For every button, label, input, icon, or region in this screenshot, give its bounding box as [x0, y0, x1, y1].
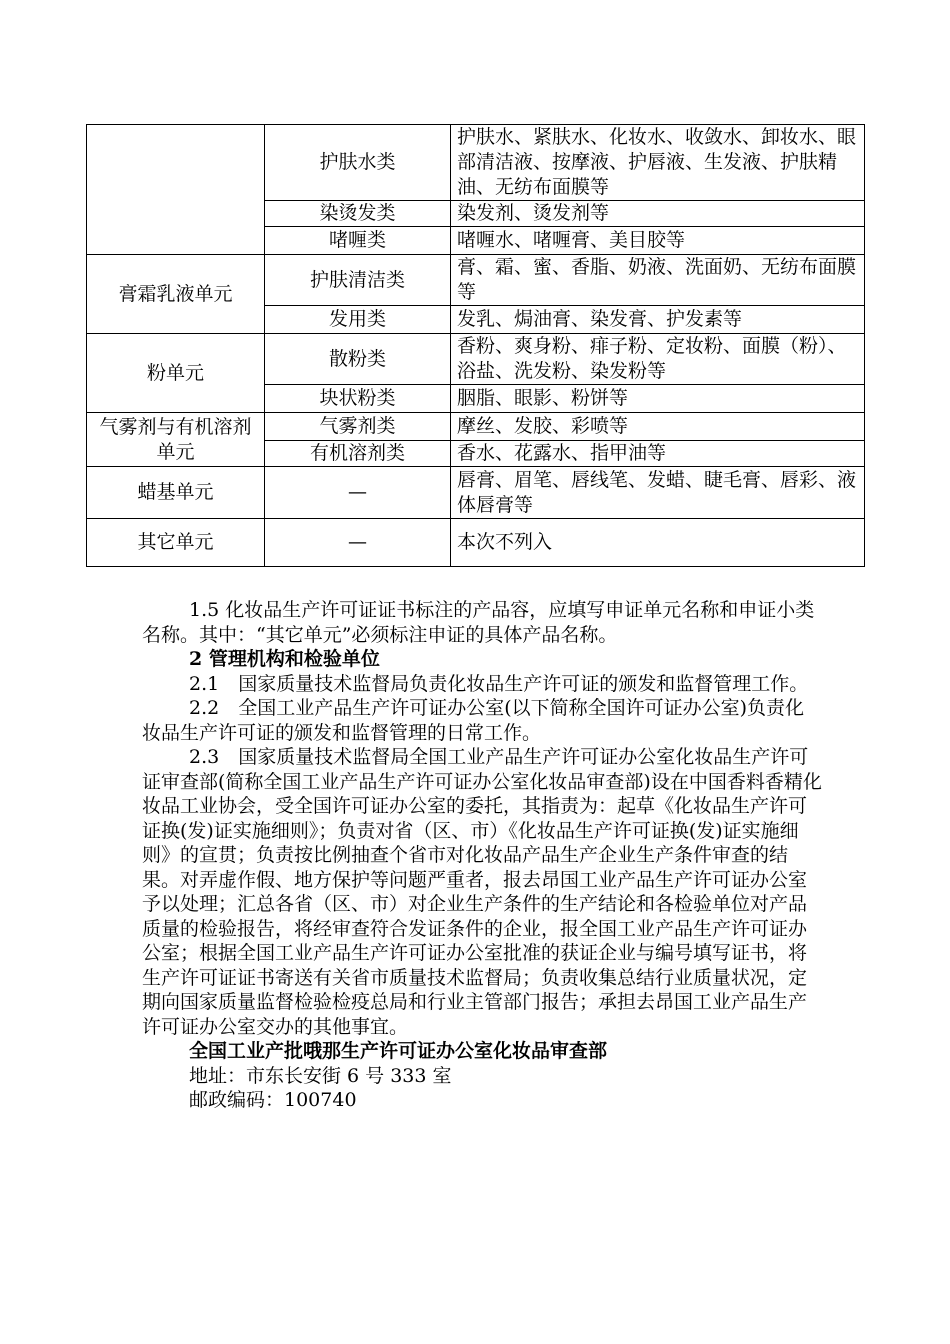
table-row: [87, 334, 865, 385]
products-cell: 发乳、焗油膏、染发膏、护发素等: [451, 306, 865, 334]
products-cell: 膏、霜、蜜、香脂、奶液、洗面奶、无纺布面膜等: [451, 255, 865, 306]
paragraph-2-3: 2.3 国家质量技术监督局全国工业产品生产许可证办公室化妆品生产许可证审查部(简称全国工业产品生产许可证办公室化妆品审查部)设在中国香料香精化妆品工业协会，受全国许可证办公室的委托，其指责为：起草《化妆品生产许可证换(发)证实施细则》；负责对省（区、市）《化妆品生产许可证换(发)证实施细则》的宣贯；负责按比例抽查个省市对化妆品产品生产企业生产条件审查的结果。对弄虚作假、地方保护等问题严重者，报去昂国工业产品生产许可证办公室予以处理；汇总各省（区、市）对企业生产条件的生产结论和各检验单位对产品质量的检验报告，将经审查符合发证条件的企业，报全国工业产品生产许可证办公室；根据全国工业产品生产许可证办公室批准的获证企业与编号填写证书，将生产许可证证书寄送有关省市质量技术监督局；负责收集总结行业质量状况，定期向国家质量监督检验检疫总局和行业主管部门报告；承担去昂国工业产品生产许可证办公室交办的其他事宜。: [142, 746, 822, 1038]
unit-cell: 膏霜乳液单元: [87, 255, 265, 334]
products-cell: 香水、花露水、指甲油等: [451, 441, 865, 467]
unit-cell: 蜡基单元: [87, 467, 265, 519]
address-line: 地址：市东长安街 6 号 333 室: [189, 1064, 452, 1087]
paragraph-1-5: 1.5 化妆品生产许可证证书标注的产品容，应填写申证单元名称和申证小类名称。其中：“其它单元”必须标注申证的具体产品名称。: [142, 599, 815, 646]
category-cell: 发用类: [265, 306, 451, 334]
category-cell: 护肤清洁类: [265, 255, 451, 306]
section-heading: 2 管理机构和检验单位: [189, 648, 380, 670]
products-cell: 啫喱水、啫喱膏、美目胶等: [451, 227, 865, 255]
table-row: [87, 125, 865, 201]
table-row: [87, 255, 865, 306]
category-cell: 有机溶剂类: [265, 441, 451, 467]
product-unit-table: [86, 124, 865, 567]
category-cell: 块状粉类: [265, 385, 451, 413]
category-cell: 散粉类: [265, 334, 451, 385]
category-cell: 染烫发类: [265, 201, 451, 227]
unit-cell: 气雾剂与有机溶剂单元: [87, 413, 265, 467]
category-cell: —: [265, 467, 451, 519]
products-cell: 本次不列入: [451, 519, 865, 567]
org-name: 全国工业产批哦那生产许可证办公室化妆品审查部: [189, 1040, 608, 1062]
products-cell: 胭脂、眼影、粉饼等: [451, 385, 865, 413]
table-row: [87, 467, 865, 519]
products-cell: 香粉、爽身粉、痱子粉、定妆粉、面膜（粉）、浴盐、洗发粉、染发粉等: [451, 334, 865, 385]
products-cell: 染发剂、烫发剂等: [451, 201, 865, 227]
products-cell: 唇膏、眉笔、唇线笔、发蜡、睫毛膏、唇彩、液体唇膏等: [451, 467, 865, 519]
unit-cell: [87, 125, 265, 255]
unit-cell: 其它单元: [87, 519, 265, 567]
category-cell: 气雾剂类: [265, 413, 451, 441]
products-cell: 护肤水、紧肤水、化妆水、收敛水、卸妆水、眼部清洁液、按摩液、护唇液、生发液、护肤精油、无纺布面膜等: [451, 125, 865, 201]
paragraph-2-2: 2.2 全国工业产品生产许可证办公室(以下简称全国许可证办公室)负责化妆品生产许可证的颁发和监督管理的日常工作。: [142, 697, 805, 744]
products-cell: 摩丝、发胶、彩喷等: [451, 413, 865, 441]
paragraph-2-1: 2.1 国家质量技术监督局负责化妆品生产许可证的颁发和监督管理工作。: [189, 672, 809, 695]
table-row: [87, 413, 865, 441]
category-cell: —: [265, 519, 451, 567]
unit-cell: 粉单元: [87, 334, 265, 413]
category-cell: 啫喱类: [265, 227, 451, 255]
category-cell: 护肤水类: [265, 125, 451, 201]
body-text: [142, 598, 822, 1113]
postcode-line: 邮政编码：100740: [189, 1089, 357, 1111]
table-row: [87, 519, 865, 567]
